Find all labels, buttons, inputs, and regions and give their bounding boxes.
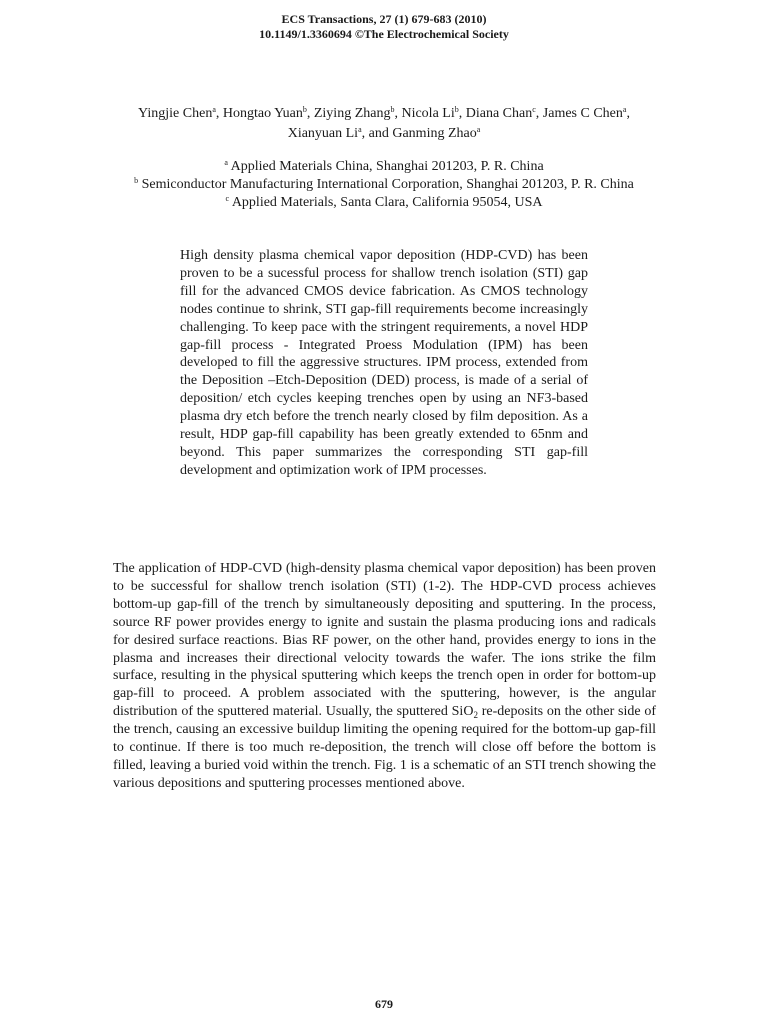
author-name: Yingjie Chen bbox=[138, 106, 213, 121]
author-separator: , bbox=[626, 106, 630, 121]
author-name: Hongtao Yuan bbox=[222, 106, 303, 121]
affiliation-mark: a bbox=[224, 158, 228, 167]
author-affiliation-mark: a bbox=[358, 125, 362, 134]
body-text-part1: The application of HDP-CVD (high-density plasma chemical vapor deposition) has been proven to be successful for shallow trench isolation (STI) (1-2). The HDP-CVD process achieves bottom-up gap-fill of the trench by simultaneously depositing and sputtering. In the process, source RF power provides energy to ignite and sustain the plasma producing ions and radicals for desired surface reactions. Bias RF power, on the other hand, provides energy to ions in the plasma and increases their directional velocity towards the wafer. The ions strike the film surface, resulting in the physical sputtering which keeps the trench open in order for bottom-up gap-fill to proceed. A problem associated with the sputtering, however, is the angular distribution of the sputtered material. Usually, the sputtered SiO bbox=[113, 561, 656, 720]
author-separator: , and bbox=[361, 126, 393, 141]
affiliation-list bbox=[80, 158, 688, 212]
affiliation-text: Semiconductor Manufacturing International Corporation, Shanghai 201203, P. R. China bbox=[141, 177, 634, 192]
affiliation-mark: c bbox=[225, 194, 230, 203]
affiliation-line bbox=[80, 194, 688, 212]
journal-header bbox=[0, 12, 768, 42]
page-number: 679 bbox=[375, 997, 393, 1011]
author-separator: , bbox=[306, 106, 314, 121]
author-separator: , bbox=[215, 106, 223, 121]
introduction-paragraph bbox=[113, 560, 656, 793]
author-affiliation-mark: b bbox=[302, 105, 307, 114]
author-name: Diana Chan bbox=[465, 106, 533, 121]
subscript-2: 2 bbox=[473, 710, 478, 721]
author-affiliation-mark: b bbox=[454, 105, 459, 114]
author-name: James C Chen bbox=[542, 106, 623, 121]
affiliation-mark: b bbox=[134, 176, 139, 185]
author-name: Nicola Li bbox=[401, 106, 455, 121]
abstract: High density plasma chemical vapor deposition (HDP-CVD) has been proven to be a sucessful process for shallow trench isolation (STI) gap fill for the advanced CMOS device fabrication. As CMOS technology nodes continue to shrink, STI gap-fill requirements become increasingly challenging. To keep pace with the stringent requirements, a novel HDP gap-fill process - Integrated Proess Modulation (IPM) has been developed to fill the aggressive structures. IPM process, extended from the Deposition –Etch-Deposition (DED) process, is made of a serial of deposition/ etch cycles keeping trenches open by using an NF3-based plasma dry etch before the trench nearly closed by film deposition. As a result, HDP gap-fill capability has been greatly extended to 65nm and beyond. This paper summarizes the corresponding STI gap-fill development and optimization work of IPM processes. bbox=[180, 248, 588, 478]
affiliation-text: Applied Materials China, Shanghai 201203, P. R. China bbox=[230, 159, 544, 174]
author-name: Ziying Zhang bbox=[313, 106, 391, 121]
affiliation-text: Applied Materials, Santa Clara, California 95054, USA bbox=[231, 195, 543, 210]
author-affiliation-mark: a bbox=[212, 105, 216, 114]
affiliation-line bbox=[80, 158, 688, 176]
author-affiliation-mark: a bbox=[622, 105, 627, 114]
author-name: Ganming Zhao bbox=[392, 126, 477, 141]
author-affiliation-mark: a bbox=[476, 125, 481, 134]
author-separator: , bbox=[458, 106, 466, 121]
author-separator: , bbox=[394, 106, 402, 121]
author-affiliation-mark: b bbox=[390, 105, 395, 114]
body-text-part2: re-deposits on the other side of the trench, causing an excessive buildup limiting the opening required for the bottom-up gap-fill to continue. If there is too much re-deposition, the trench will close off before the bottom is filled, leaving a buried void within the trench. Fig. 1 is a schematic of an STI trench showing the various depositions and sputtering processes mentioned above. bbox=[113, 704, 657, 791]
journal-citation: ECS Transactions, 27 (1) 679-683 (2010) bbox=[281, 12, 487, 26]
author-affiliation-mark: c bbox=[532, 105, 536, 114]
doi-line: 10.1149/1.3360694 ©The Electrochemical Society bbox=[259, 27, 509, 41]
author-name: Xianyuan Li bbox=[287, 126, 359, 141]
author-separator: , bbox=[535, 106, 543, 121]
author-list bbox=[100, 104, 668, 144]
affiliation-line bbox=[80, 176, 688, 194]
